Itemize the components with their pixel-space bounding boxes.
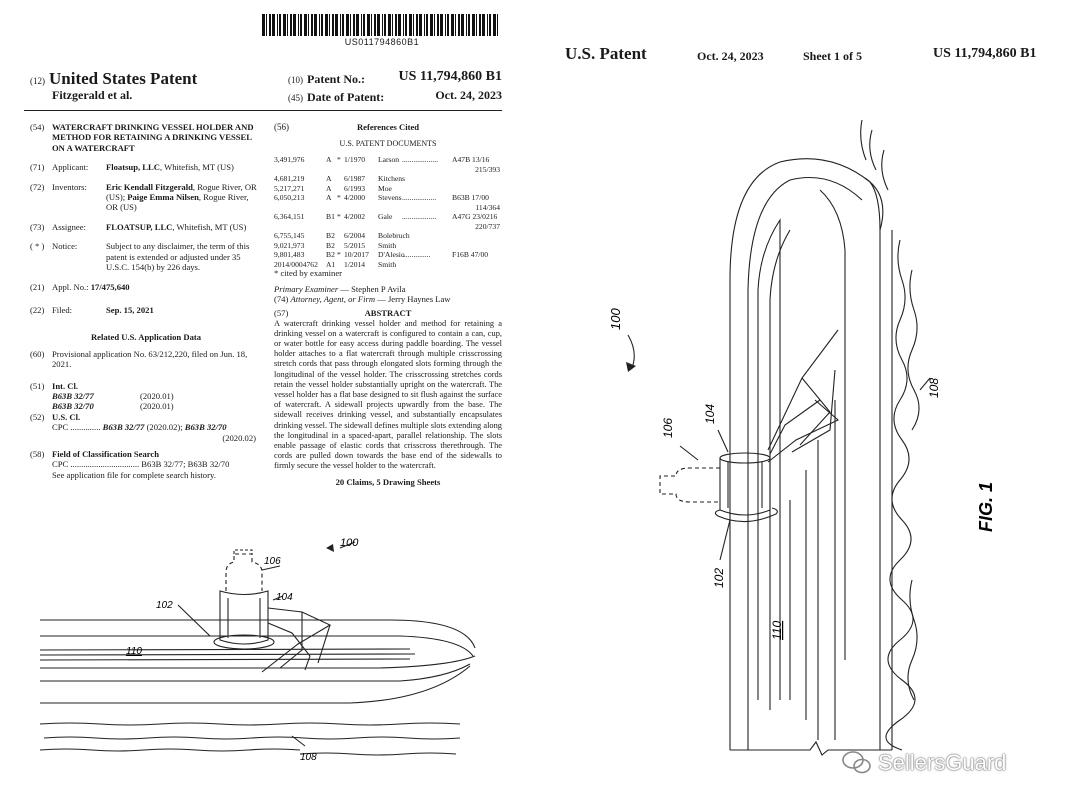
cited-note: * cited by examiner [274, 268, 343, 279]
patent-no-label: Patent No.: [307, 72, 365, 86]
barcode-bar [424, 14, 425, 36]
references-heading: References Cited [356, 122, 420, 132]
inventor-name: Paige Emma Nilsen [127, 192, 199, 203]
front-page-drawing [30, 528, 510, 778]
abstract-heading-row [274, 308, 502, 319]
board-channel-1 [40, 649, 410, 650]
stretch-cord [770, 400, 820, 454]
ref-date: 4/2000 [344, 193, 366, 203]
related-data-heading: Related U.S. Application Data [90, 332, 202, 343]
cpc-dots: .............. [70, 422, 101, 433]
barcode-bar [356, 14, 359, 36]
board-top-edge [40, 620, 475, 648]
barcode-bar [340, 14, 341, 36]
barcode-bar [430, 14, 433, 36]
barcode-bar [403, 14, 404, 36]
ref-dots: ............... [402, 250, 431, 260]
water-wave [300, 753, 456, 755]
ref-number: 5,217,271 [274, 183, 305, 193]
ref-kind: B2 [326, 231, 335, 241]
cpc-date: (2020.02) [222, 432, 256, 443]
patent-date: Oct. 24, 2023 [435, 88, 502, 102]
barcode-bar [308, 14, 309, 36]
appl-no-label: Appl. No.: [52, 282, 89, 293]
inventors-field [30, 182, 262, 213]
ref-name: Smith [378, 240, 397, 250]
board-nose [730, 159, 880, 750]
inid-code: (45) [288, 93, 303, 103]
sheet-date: Oct. 24, 2023 [697, 49, 764, 63]
barcode-bar [374, 14, 376, 36]
date-label: Date of Patent: [307, 90, 385, 104]
fig1-drawing [580, 100, 1060, 760]
barcode-bar [367, 14, 370, 36]
barcode-bar [342, 14, 344, 36]
ref-108: 108 [300, 752, 317, 763]
attorney-line [274, 294, 502, 304]
leader-line [628, 335, 634, 368]
ref-number: 2014/0004762 [274, 259, 318, 269]
ref-date: 6/2004 [344, 231, 366, 241]
barcode-bar [405, 14, 407, 36]
title-field [30, 122, 262, 153]
barcode-bar [445, 14, 446, 36]
barcode-bar [493, 14, 496, 36]
barcode-bar [416, 14, 418, 36]
ref-dots: ................... [402, 155, 439, 165]
document-type: United States Patent [49, 69, 198, 88]
holder-base [214, 635, 274, 649]
barcode-bar [350, 14, 351, 36]
inid-code: (71) [30, 162, 45, 173]
ref-kind: A [326, 174, 332, 184]
cpc-line [52, 422, 262, 432]
leader-line [720, 520, 730, 560]
inid-code: (58) [30, 448, 45, 459]
inventor-location: , Rogue River, OR (US) [106, 192, 249, 213]
water-wave [908, 270, 919, 430]
cpc-code: B63B 32/70 [184, 422, 227, 433]
inventor-name: Eric Kendall Fitzgerald [106, 181, 193, 192]
document-number: US011794860B1 [344, 37, 420, 47]
inid-code: (60) [30, 348, 45, 359]
right-column [274, 122, 502, 487]
ref-date: 1/2014 [344, 259, 366, 269]
references-list [274, 155, 502, 269]
barcode-bar [458, 14, 460, 36]
barcode-bar [409, 14, 412, 36]
water-wave [861, 120, 866, 160]
ref-dots: .................. [402, 212, 437, 222]
barcode-bar [311, 14, 313, 36]
filed-field [30, 305, 262, 315]
board-hull [40, 666, 470, 703]
ref-date: 10/2017 [344, 250, 369, 260]
board-rail-top [40, 656, 475, 668]
cpc-label: CPC [52, 422, 69, 433]
inid-code: (52) [30, 411, 45, 422]
barcode-bar [395, 14, 397, 36]
barcode-bar [472, 14, 475, 36]
barcode-bar [335, 14, 338, 36]
barcode-bar [304, 14, 307, 36]
water-wave [908, 580, 917, 700]
barcode-bar [371, 14, 372, 36]
ref-102: 102 [712, 567, 726, 588]
ref-kind: B1 [326, 212, 335, 222]
barcode-bar [283, 14, 286, 36]
left-column [30, 122, 262, 480]
invention-title: WATERCRAFT DRINKING VESSEL HOLDER AND METHOD FOR RETAINING A DRINKING VESSEL ON A WATERCRAFT [52, 122, 254, 153]
ref-102: 102 [156, 600, 173, 611]
filed-date: Sep. 15, 2021 [106, 304, 154, 315]
ref-name: Kitchens [378, 174, 405, 184]
barcode-bar [455, 14, 456, 36]
inid-code: ( * ) [30, 241, 45, 252]
inid-code: (51) [30, 380, 45, 391]
ref-number: 6,050,213 [274, 193, 305, 203]
assignee-location: , Whitefish, MT (US) [172, 221, 247, 232]
board-deck-line [40, 636, 473, 656]
int-cl-item [52, 391, 262, 401]
inid-code: (74) [274, 294, 289, 305]
barcode-bar [447, 14, 449, 36]
ref-kind: A [326, 193, 332, 203]
ref-class-secondary: 215/393 [475, 164, 500, 174]
ref-number: 9,801,483 [274, 250, 305, 260]
inid-code: (73) [30, 221, 45, 232]
barcode-bar [279, 14, 281, 36]
ref-name: Gale [378, 212, 393, 222]
ref-kind: A1 [326, 259, 336, 269]
ref-name: Smith [378, 259, 397, 269]
cpc-code: B63B 32/77 [102, 422, 145, 433]
assignee-label: Assignee: [52, 221, 86, 232]
ref-date: 6/1993 [344, 183, 366, 193]
cpc-date: (2020.02); [144, 422, 183, 433]
ref-class-secondary: 220/737 [475, 221, 500, 231]
board-channel-2 [40, 654, 415, 655]
patent-date-line [288, 88, 502, 106]
field-search [30, 449, 262, 459]
sheet-number: Sheet 1 of 5 [803, 49, 862, 63]
patent-number: US 11,794,860 B1 [398, 69, 502, 84]
barcode-bar [361, 14, 362, 36]
barcode-bar [437, 14, 439, 36]
abstract-heading: ABSTRACT [364, 307, 412, 318]
barcode-bar [325, 14, 328, 36]
ref-date: 1/1970 [344, 155, 366, 165]
barcode-bar [329, 14, 330, 36]
barcode-bar [363, 14, 365, 36]
ref-110: 110 [126, 646, 142, 657]
ref-class: F16B 47/00 [452, 250, 489, 260]
ref-name: Moe [378, 183, 392, 193]
board-channel-3 [40, 659, 410, 660]
ref-kind: A [326, 183, 332, 193]
application-number-field [30, 282, 262, 292]
barcode-bar [300, 14, 302, 36]
patent-type-line [30, 69, 197, 89]
barcode-bar [487, 14, 488, 36]
barcode-bar [497, 14, 498, 36]
wechat-icon [842, 750, 872, 776]
barcode-bar [482, 14, 485, 36]
field-note: See application file for complete search history. [52, 469, 216, 480]
examiner-name: — Stephen P Avila [338, 283, 406, 294]
barcode-bar [434, 14, 435, 36]
inid-code: (12) [30, 76, 45, 86]
ref-number: 4,681,219 [274, 174, 305, 184]
barcode-bar [293, 14, 296, 36]
barcode-bar [419, 14, 422, 36]
examiner-label: Primary Examiner [274, 283, 339, 294]
barcode-bar [466, 14, 467, 36]
ref-110: 110 [770, 620, 784, 640]
ref-star: * [337, 155, 341, 165]
watermark-text: SellersGuard [878, 750, 1007, 775]
barcode-bar [489, 14, 491, 36]
ref-date: 4/2002 [344, 212, 366, 222]
barcode-bar [382, 14, 383, 36]
barcode-bar [426, 14, 428, 36]
inid-code: (72) [30, 181, 45, 192]
ref-number: 6,755,145 [274, 231, 305, 241]
barcode-bar [346, 14, 349, 36]
barcode-bar [277, 14, 278, 36]
barcode-bar [319, 14, 320, 36]
ref-star: * [337, 193, 341, 203]
ref-name: Stevens [378, 193, 402, 203]
applicant-label: Applicant: [52, 162, 89, 173]
barcode-bar [321, 14, 323, 36]
ref-kind: B2 [326, 250, 335, 260]
water-wave [882, 150, 888, 190]
figure-title: FIG. 1 [976, 481, 996, 532]
ref-number: 9,021,973 [274, 240, 305, 250]
barcode-bar [287, 14, 288, 36]
int-cl-date: (2020.01) [140, 401, 174, 412]
assignee-name: FLOATSUP, LLC [106, 221, 173, 232]
ref-star: * [337, 250, 341, 260]
water-wave [870, 130, 876, 170]
sheet-office: U.S. Patent [565, 44, 647, 63]
int-cl-field [30, 381, 262, 391]
bottle [660, 468, 720, 502]
barcode-bar [451, 14, 454, 36]
patent-number-line [288, 70, 502, 88]
bottle-cap [234, 550, 252, 554]
ref-108: 108 [927, 377, 941, 398]
bottle [226, 554, 262, 591]
int-cl-date: (2020.01) [140, 390, 174, 401]
barcode-bar [272, 14, 275, 36]
attorney-label: Attorney, Agent, or Firm [290, 294, 376, 305]
ref-number: 6,364,151 [274, 212, 305, 222]
appl-no: 17/475,640 [90, 282, 130, 293]
holder-rim [720, 453, 770, 463]
barcode-bar [290, 14, 292, 36]
water-wave [40, 749, 300, 751]
notice-label: Notice: [52, 241, 78, 252]
inventor-location: , Rogue River, OR (US); [106, 181, 257, 203]
provisional-text: Provisional application No. 63/212,220, filed on Jun. 18, 2021. [52, 348, 248, 370]
filed-label: Filed: [52, 304, 73, 315]
ref-arrow [626, 362, 636, 372]
ref-date: 5/2015 [344, 240, 366, 250]
barcode-bar [298, 14, 299, 36]
ref-class: A47G 23/0216 [452, 212, 498, 222]
ref-class: B63B 17/00 [452, 193, 489, 203]
inid-code: (54) [30, 122, 45, 132]
ref-100: 100 [608, 308, 623, 330]
inid-code: (22) [30, 304, 45, 315]
assignee-field [30, 222, 262, 232]
int-cl-item [52, 401, 262, 411]
ref-dots: .................. [402, 193, 437, 203]
int-cl-code: B63B 32/77 [52, 390, 94, 401]
attorney-name: — Jerry Haynes Law [375, 294, 451, 305]
barcode [262, 14, 502, 36]
barcode-bar [476, 14, 477, 36]
us-docs-heading: U.S. PATENT DOCUMENTS [339, 139, 437, 148]
abstract-text: A watercraft drinking vessel holder and method for retaining a drinking vessel on a watercraft is configured to contain a can, cup, or water bottle for easy access during paddle boarding. The vessel holder attaches to a flat watercraft through multiple crisscrossing stretch cords that pass through elongated slots forming through the longitudinal of the vessel holder. The crisscrossing stretches cords retain the vessel holder substantially upright on the watercraft. The vessel holder has a flat base designed to sit flush against the surface of watercraft. A sidewall projects upwardly from the base. The sidewall receives drinking vessel, and substantially encapsulates drinking vessel. The sidewall defines multiple slots extending along the longitudinal in a spaced-apart, parallel relationship. The slots enable passage of elastic cords that crisscross therethrough. The cords are pulled down towards the base end of the sidewalls to firmly secure the vessel holder to the watercraft. [274, 318, 502, 471]
ref-number: 3,491,976 [274, 155, 305, 165]
applicant-location: , Whitefish, MT (US) [159, 162, 234, 173]
int-cl-code: B63B 32/70 [52, 401, 94, 412]
water-wave [44, 737, 460, 739]
barcode-bar [266, 14, 267, 36]
barcode-bar [332, 14, 334, 36]
ref-kind: A [326, 155, 332, 165]
applicant-name: Floatsup, LLC [106, 162, 160, 173]
ref-100: 100 [340, 537, 359, 549]
ref-name: Bolebruch [378, 231, 410, 241]
ref-106: 106 [661, 417, 675, 438]
ref-name: D'Alesio [378, 250, 405, 260]
applicant-field [30, 162, 262, 172]
sheet-patent-number: US 11,794,860 B1 [933, 46, 1037, 61]
field-search-label: Field of Classification Search [52, 448, 160, 459]
references-heading-row [274, 122, 502, 134]
water-wave [886, 240, 915, 750]
barcode-bar [353, 14, 355, 36]
barcode-bar [413, 14, 414, 36]
ref-104: 104 [276, 592, 293, 603]
ref-106: 106 [264, 556, 281, 567]
barcode-bar [269, 14, 271, 36]
inid-code: (57) [274, 307, 289, 318]
barcode-bar [398, 14, 401, 36]
notice-text: Subject to any disclaimer, the term of this patent is extended or adjusted under 35 U.S.C. 154(b) by 226 days. [106, 241, 250, 273]
barcode-bar [377, 14, 380, 36]
ref-star: * [337, 212, 341, 222]
inventors-label: Inventors: [52, 181, 87, 192]
leader-line [718, 430, 728, 452]
int-cl-label: Int. Cl. [52, 380, 79, 391]
barcode-bar [392, 14, 393, 36]
barcode-bar [262, 14, 265, 36]
barcode-bar [461, 14, 464, 36]
ref-arrow [326, 544, 334, 552]
board-channel [820, 190, 845, 660]
ref-date: 6/1987 [344, 174, 366, 184]
ref-class: A47B 13/16 [452, 155, 490, 165]
barcode-bar [388, 14, 391, 36]
first-inventor: Fitzgerald et al. [52, 88, 133, 102]
provisional-field [30, 349, 262, 370]
inid-code: (21) [30, 282, 45, 293]
notice-field [30, 241, 262, 272]
ref-name: Larson [378, 155, 400, 165]
barcode-bar [314, 14, 317, 36]
barcode-bar [479, 14, 481, 36]
us-cl-field [30, 412, 262, 422]
field-cpc: CPC ................................ B63B 32/77; B63B 32/70 [52, 459, 230, 470]
examiner-line [274, 284, 502, 294]
barcode-bar [440, 14, 443, 36]
inid-code: (10) [288, 75, 303, 85]
barcode-bar [384, 14, 386, 36]
claims-count: 20 Claims, 5 Drawing Sheets [335, 476, 441, 487]
inid-code: (56) [274, 122, 289, 132]
int-cl-list [52, 391, 262, 412]
ref-kind: B2 [326, 240, 335, 250]
watermark [842, 750, 1006, 776]
water-line [40, 723, 460, 725]
leader-line [680, 446, 698, 460]
barcode-bar [468, 14, 470, 36]
us-cl-label: U.S. Cl. [52, 411, 81, 422]
header-rule [24, 110, 502, 111]
ref-class-secondary: 114/364 [475, 202, 500, 212]
ref-104: 104 [703, 403, 717, 424]
